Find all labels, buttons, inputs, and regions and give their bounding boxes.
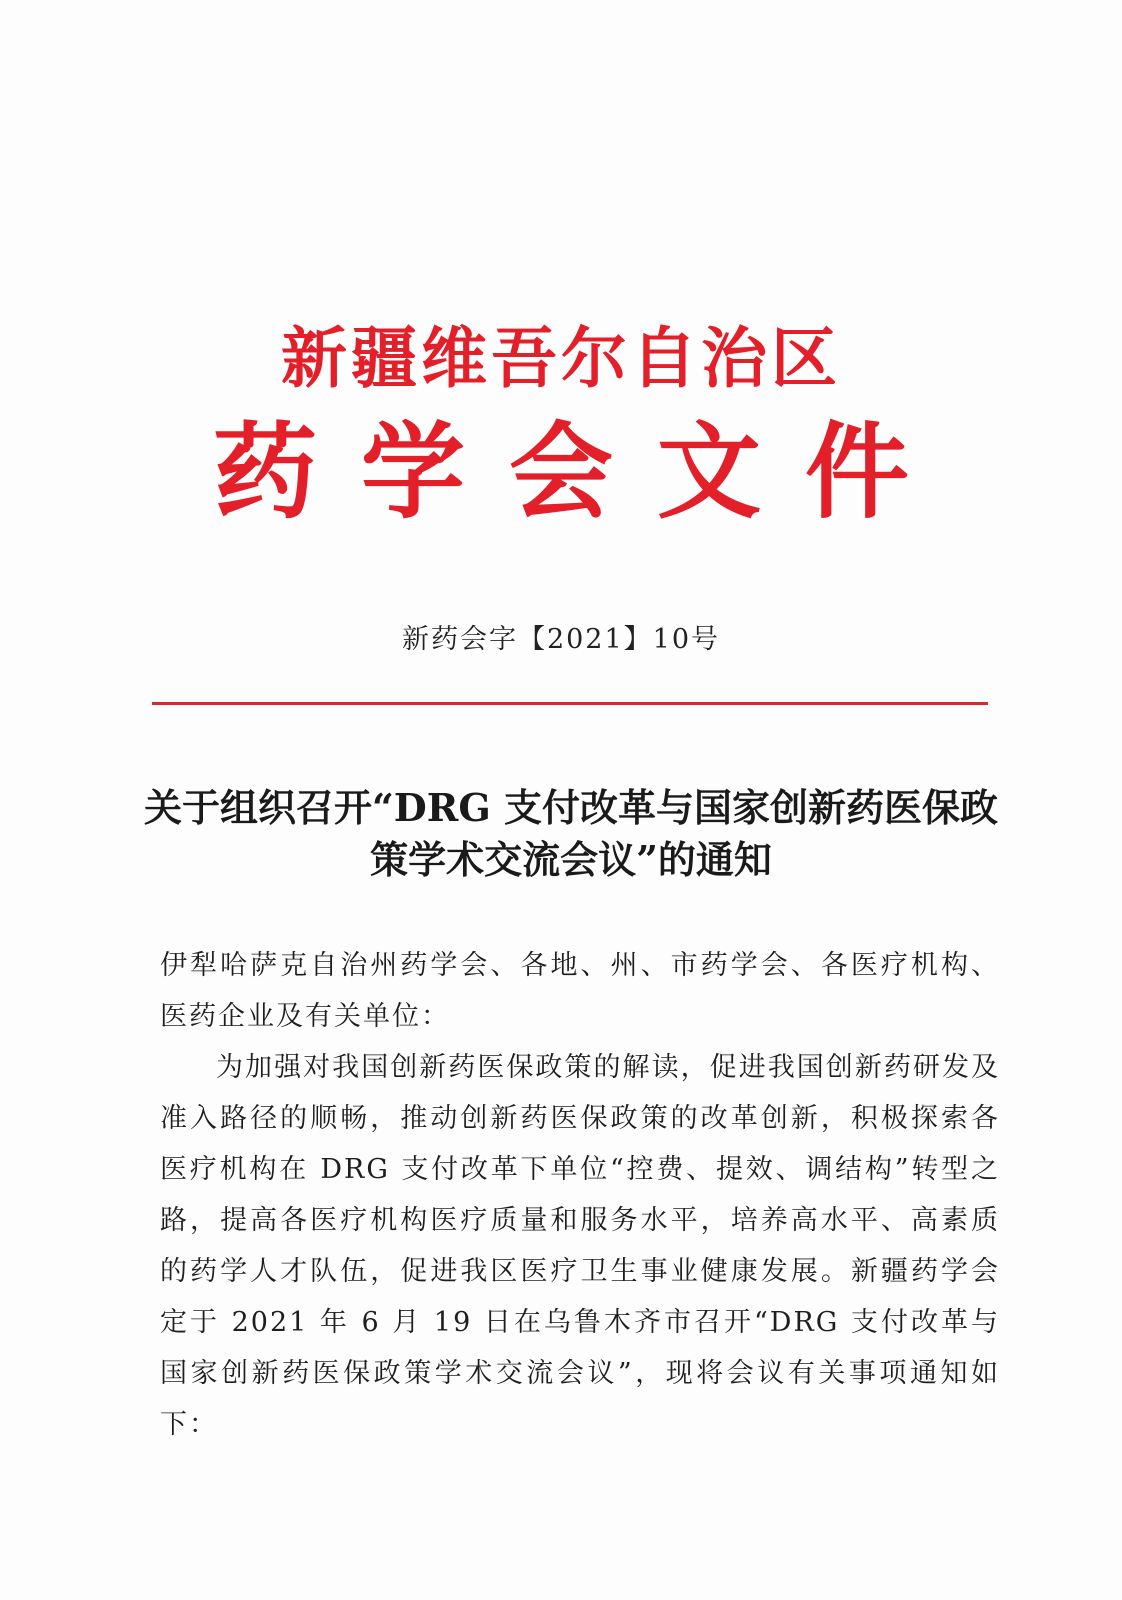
salutation: 伊犁哈萨克自治州药学会、各地、州、市药学会、各医疗机构、医药企业及有关单位： xyxy=(160,950,1000,1032)
document-number: 新药会字【2021】10号 xyxy=(401,624,721,655)
body-paragraph: 为加强对我国创新药医保政策的解读，促进我国创新药研发及准入路径的顺畅，推动创新药医保政策的改革创新，积极探索各医疗机构在 DRG 支付改革下单位“控费、提效、调结构”转型之路，提高各医疗机构医疗质量和服务水平，培养高水平、高素质的药学人才队伍，促进我区医疗卫生事业健康发展。新疆药学会定于 2021 年 6 月 19 日在乌鲁木齐市召开“DRG 支付改革与国家创新药医保政策学术交流会议”，现将会议有关事项通知如下： xyxy=(160,1052,1000,1440)
issuing-organization: 新疆维吾尔自治区 xyxy=(281,319,841,397)
document-type-heading: 药学会文件 xyxy=(212,410,953,533)
notice-title: 关于组织召开“DRG 支付改革与国家创新药医保政策学术交流会议”的通知 xyxy=(143,785,999,882)
red-divider-line xyxy=(152,702,988,705)
